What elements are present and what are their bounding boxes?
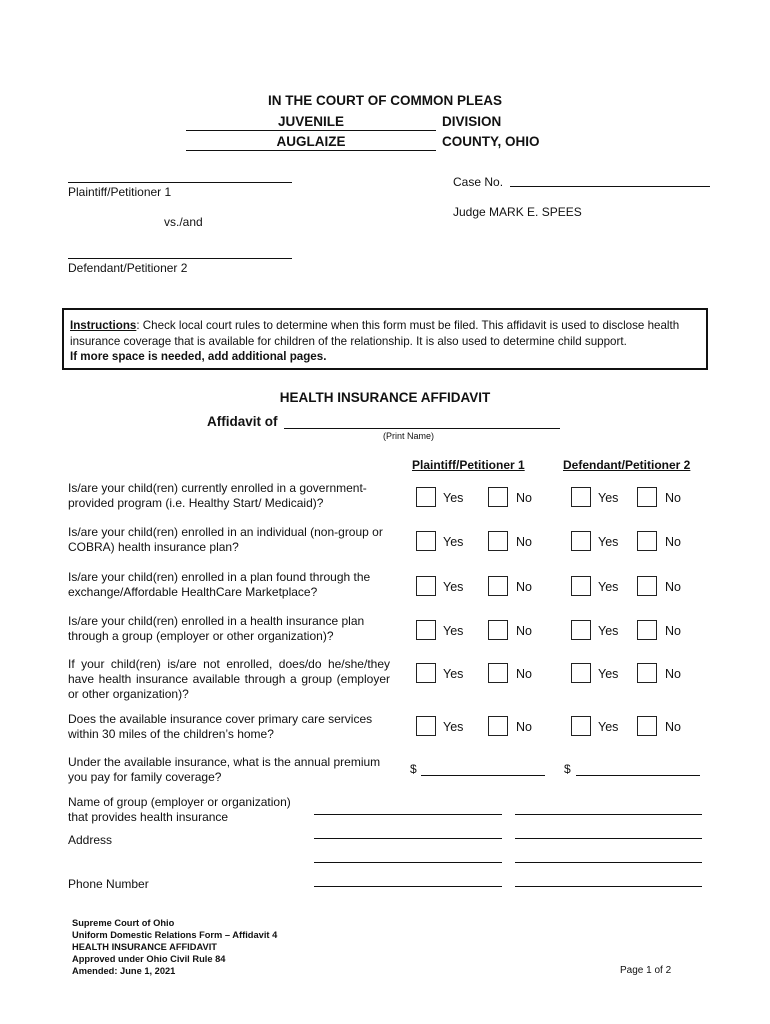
q5-p2-no-label: No — [665, 667, 681, 681]
q4-p1-no-label: No — [516, 624, 532, 638]
affidavit-of-label: Affidavit of — [207, 414, 278, 429]
premium-dollar-1: $ — [410, 762, 417, 776]
q1-p1-no-checkbox[interactable] — [488, 487, 508, 507]
county-line — [186, 150, 436, 151]
q2-p2-yes-label: Yes — [598, 535, 619, 549]
group-name-line-2[interactable] — [515, 814, 702, 815]
q5-p2-yes-checkbox[interactable] — [571, 663, 591, 683]
case-no-line[interactable] — [510, 186, 710, 187]
q6-p2-yes-checkbox[interactable] — [571, 716, 591, 736]
q1-p2-no-label: No — [665, 491, 681, 505]
phone-line-2[interactable] — [515, 886, 702, 887]
q5-p2-no-checkbox[interactable] — [637, 663, 657, 683]
instructions-box — [62, 308, 708, 370]
petitioner1-label: Plaintiff/Petitioner 1 — [68, 185, 172, 199]
question-7: Under the available insurance, what is the annual premium you pay for family coverage? — [68, 755, 381, 784]
q2-p1-no-checkbox[interactable] — [488, 531, 508, 551]
vs-label: vs./and — [164, 215, 203, 229]
q1-p2-no-checkbox[interactable] — [637, 487, 657, 507]
q6-p2-yes-label: Yes — [598, 720, 619, 734]
q6-p1-no-label: No — [516, 720, 532, 734]
q2-p2-yes-checkbox[interactable] — [571, 531, 591, 551]
q6-p1-yes-label: Yes — [443, 720, 464, 734]
q4-p2-no-label: No — [665, 624, 681, 638]
q2-p1-yes-checkbox[interactable] — [416, 531, 436, 551]
q2-p1-yes-label: Yes — [443, 535, 464, 549]
county-suffix: COUNTY, OHIO — [442, 134, 540, 149]
q4-p1-yes-checkbox[interactable] — [416, 620, 436, 640]
petitioner2-label: Defendant/Petitioner 2 — [68, 261, 188, 275]
form-title: HEALTH INSURANCE AFFIDAVIT — [279, 390, 491, 405]
q3-p2-yes-label: Yes — [598, 580, 619, 594]
instructions-text: : Check local court rules to determine when this form must be filed. This affidavit is used to disclose health insurance coverage that is available for children of the relationship. It is also used to determine child support. — [70, 319, 680, 348]
q6-p1-yes-checkbox[interactable] — [416, 716, 436, 736]
address-line-2a[interactable] — [515, 838, 702, 839]
q1-p1-no-label: No — [516, 491, 532, 505]
petitioner2-line[interactable] — [68, 258, 292, 259]
q2-p2-no-label: No — [665, 535, 681, 549]
question-5: If your child(ren) is/are not enrolled, does/do he/she/they have health insurance available through a group (employer or other organization)? — [68, 657, 390, 701]
division-suffix: DIVISION — [442, 114, 502, 129]
col1-header: Plaintiff/Petitioner 1 — [412, 458, 525, 472]
q3-p1-no-checkbox[interactable] — [488, 576, 508, 596]
q5-p1-yes-checkbox[interactable] — [416, 663, 436, 683]
page-number: Page 1 of 2 — [620, 965, 672, 976]
case-no-label: Case No. — [453, 175, 504, 189]
q5-p1-no-label: No — [516, 667, 532, 681]
q3-p2-no-label: No — [665, 580, 681, 594]
q3-p1-yes-checkbox[interactable] — [416, 576, 436, 596]
q6-p2-no-checkbox[interactable] — [637, 716, 657, 736]
q3-p1-yes-label: Yes — [443, 580, 464, 594]
court-title: IN THE COURT OF COMMON PLEAS — [268, 93, 502, 108]
q4-p2-yes-checkbox[interactable] — [571, 620, 591, 640]
division-line — [186, 130, 436, 131]
footer-block — [72, 917, 277, 977]
q1-p2-yes-checkbox[interactable] — [571, 487, 591, 507]
q2-p2-no-checkbox[interactable] — [637, 531, 657, 551]
question-1: Is/are your child(ren) currently enrolled in a government-provided program (i.e. Healthy Start/ Medicaid)? — [68, 481, 367, 510]
q3-p2-no-checkbox[interactable] — [637, 576, 657, 596]
print-name-line[interactable] — [284, 428, 560, 429]
q5-p1-no-checkbox[interactable] — [488, 663, 508, 683]
q4-p2-yes-label: Yes — [598, 624, 619, 638]
instructions-bold: If more space is needed, add additional pages. — [70, 350, 327, 363]
address-line-2b[interactable] — [515, 862, 702, 863]
address-label: Address — [68, 833, 113, 847]
q5-p2-yes-label: Yes — [598, 667, 619, 681]
footer-line-5: Amended: June 1, 2021 — [72, 966, 176, 976]
premium-line-2[interactable] — [576, 775, 700, 776]
division-name: JUVENILE — [277, 114, 345, 129]
premium-dollar-2: $ — [564, 762, 571, 776]
q1-p1-yes-checkbox[interactable] — [416, 487, 436, 507]
phone-line-1[interactable] — [314, 886, 502, 887]
group-name-line-1[interactable] — [314, 814, 502, 815]
q3-p1-no-label: No — [516, 580, 532, 594]
address-line-1b[interactable] — [314, 862, 502, 863]
q1-p2-yes-label: Yes — [598, 491, 619, 505]
phone-label: Phone Number — [68, 877, 149, 891]
q6-p1-no-checkbox[interactable] — [488, 716, 508, 736]
premium-line-1[interactable] — [421, 775, 545, 776]
q5-p1-yes-label: Yes — [443, 667, 464, 681]
print-name-caption: (Print Name) — [383, 431, 435, 441]
col2-header: Defendant/Petitioner 2 — [563, 458, 691, 472]
instructions-label: Instructions — [70, 319, 137, 332]
county-name: AUGLAIZE — [276, 134, 346, 149]
q4-p1-yes-label: Yes — [443, 624, 464, 638]
question-4: Is/are your child(ren) enrolled in a health insurance plan through a group (employer or other organization)? — [68, 614, 365, 643]
footer-line-2: Uniform Domestic Relations Form – Affidavit 4 — [72, 930, 278, 940]
footer-line-1: Supreme Court of Ohio — [72, 918, 175, 928]
q6-p2-no-label: No — [665, 720, 681, 734]
footer-line-4: Approved under Ohio Civil Rule 84 — [72, 954, 226, 964]
group-name-label: Name of group (employer or organization) that provides health insurance — [68, 795, 291, 824]
judge-name: Judge MARK E. SPEES — [453, 205, 582, 219]
address-line-1a[interactable] — [314, 838, 502, 839]
q4-p1-no-checkbox[interactable] — [488, 620, 508, 640]
footer-line-3: HEALTH INSURANCE AFFIDAVIT — [72, 942, 217, 952]
q3-p2-yes-checkbox[interactable] — [571, 576, 591, 596]
question-3: Is/are your child(ren) enrolled in a plan found through the exchange/Affordable HealthCare Marketplace? — [68, 570, 371, 599]
q4-p2-no-checkbox[interactable] — [637, 620, 657, 640]
q2-p1-no-label: No — [516, 535, 532, 549]
petitioner1-line[interactable] — [68, 182, 292, 183]
question-6: Does the available insurance cover primary care services within 30 miles of the children’s home? — [68, 712, 373, 741]
q1-p1-yes-label: Yes — [443, 491, 464, 505]
question-2: Is/are your child(ren) enrolled in an individual (non-group or COBRA) health insurance plan? — [68, 525, 383, 554]
